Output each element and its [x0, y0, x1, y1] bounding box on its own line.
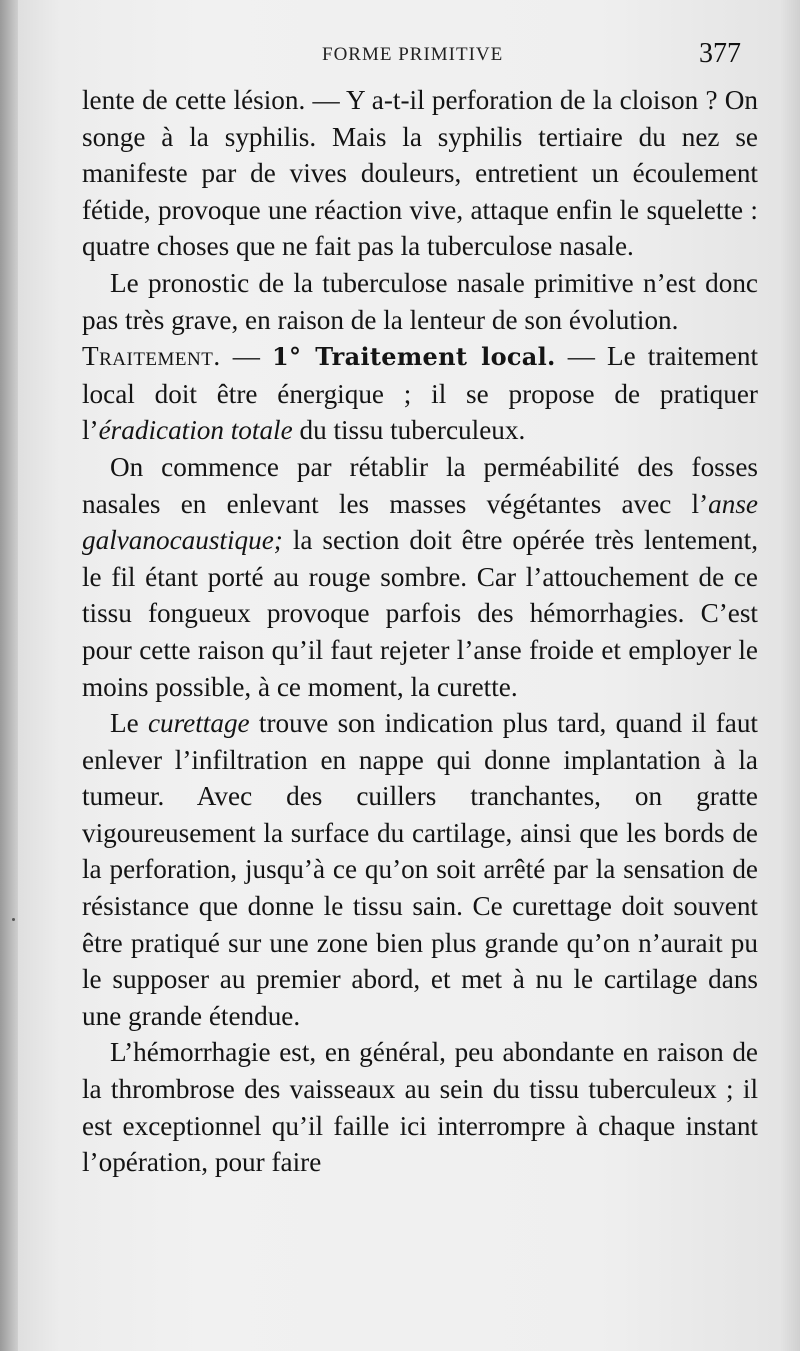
page-header: [0, 38, 800, 78]
paragraph-3-emphasis: éradication totale: [98, 415, 293, 446]
paragraph-1: lente de cette lésion. — Y a-t-il perforation de la cloison ? On songe à la syphilis. Mais la syphilis tertiaire du nez se manifeste par de vives douleurs, entretient un écoulement fétide, provoque une réaction vive, attaque enfin le squelette : quatre choses que ne fait pas la tuberculose nasale.: [82, 85, 758, 262]
paragraph-5-text-a: Le: [110, 708, 148, 739]
paragraph-3-text-b: du tissu tuberculeux.: [292, 415, 526, 446]
paragraph-3: [82, 338, 758, 449]
paragraph-6: L’hémorrhagie est, en général, peu abondante en raison de la thrombrose des vaisseaux au sein du tissu tuberculeux ; il est exceptionnel qu’il faille ici interrompre à chaque instant l’opération, pour faire: [82, 1037, 758, 1178]
paragraph-5-emphasis: curettage: [147, 708, 250, 739]
paragraph-4-text-a: On commence par rétablir la perméabilité des fosses nasales en enlevant les masses végétantes avec l’: [82, 451, 758, 519]
running-title: FORME PRIMITIVE: [322, 44, 504, 65]
page-number: 377: [699, 38, 741, 69]
paragraph-4-emphasis: anse galvanocaustique;: [82, 488, 758, 556]
paragraph-4: [82, 449, 758, 705]
body-text: [82, 82, 758, 1181]
subsection-heading: 1° Traitement local.: [272, 342, 556, 372]
heading-dash: —: [220, 341, 273, 372]
print-speck: [12, 918, 15, 921]
paragraph-3-text-a: — Le traitement local doit être énergique ; il se propose de pratiquer l’: [82, 341, 759, 446]
page-spine-shadow: [0, 0, 18, 1351]
paragraph-5-text-b: trouve son indication plus tard, quand il faut enlever l’infiltration en nappe qui donne implantation à la tumeur. Avec des cuillers tranchantes, on gratte vigoureusement la surface du cartilage, ainsi que les bords de la perforation, jusqu’à ce qu’on soit arrêté par la sensation de résistance que donne le tissu sain. Ce curettage doit souvent être pratiqué sur une zone bien plus grande qu’on n’aurait pu le supposer au premier abord, et met à nu le cartilage dans une grande étendue.: [82, 708, 758, 1031]
paragraph-2: Le pronostic de la tuberculose nasale primitive n’est donc pas très grave, en raison de la lenteur de son évolution.: [82, 267, 758, 335]
section-heading: Traitement.: [82, 341, 221, 372]
paragraph-4-text-b: la section doit être opérée très lentement, le fil étant porté au rouge sombre. Car l’attouchement de ce tissu fongueux provoque parfois des hémorrhagies. C’est pour cette raison qu’il faut rejeter l’anse froide et employer le moins possible, à ce moment, la curette.: [82, 525, 758, 702]
paragraph-5: [82, 705, 758, 1034]
